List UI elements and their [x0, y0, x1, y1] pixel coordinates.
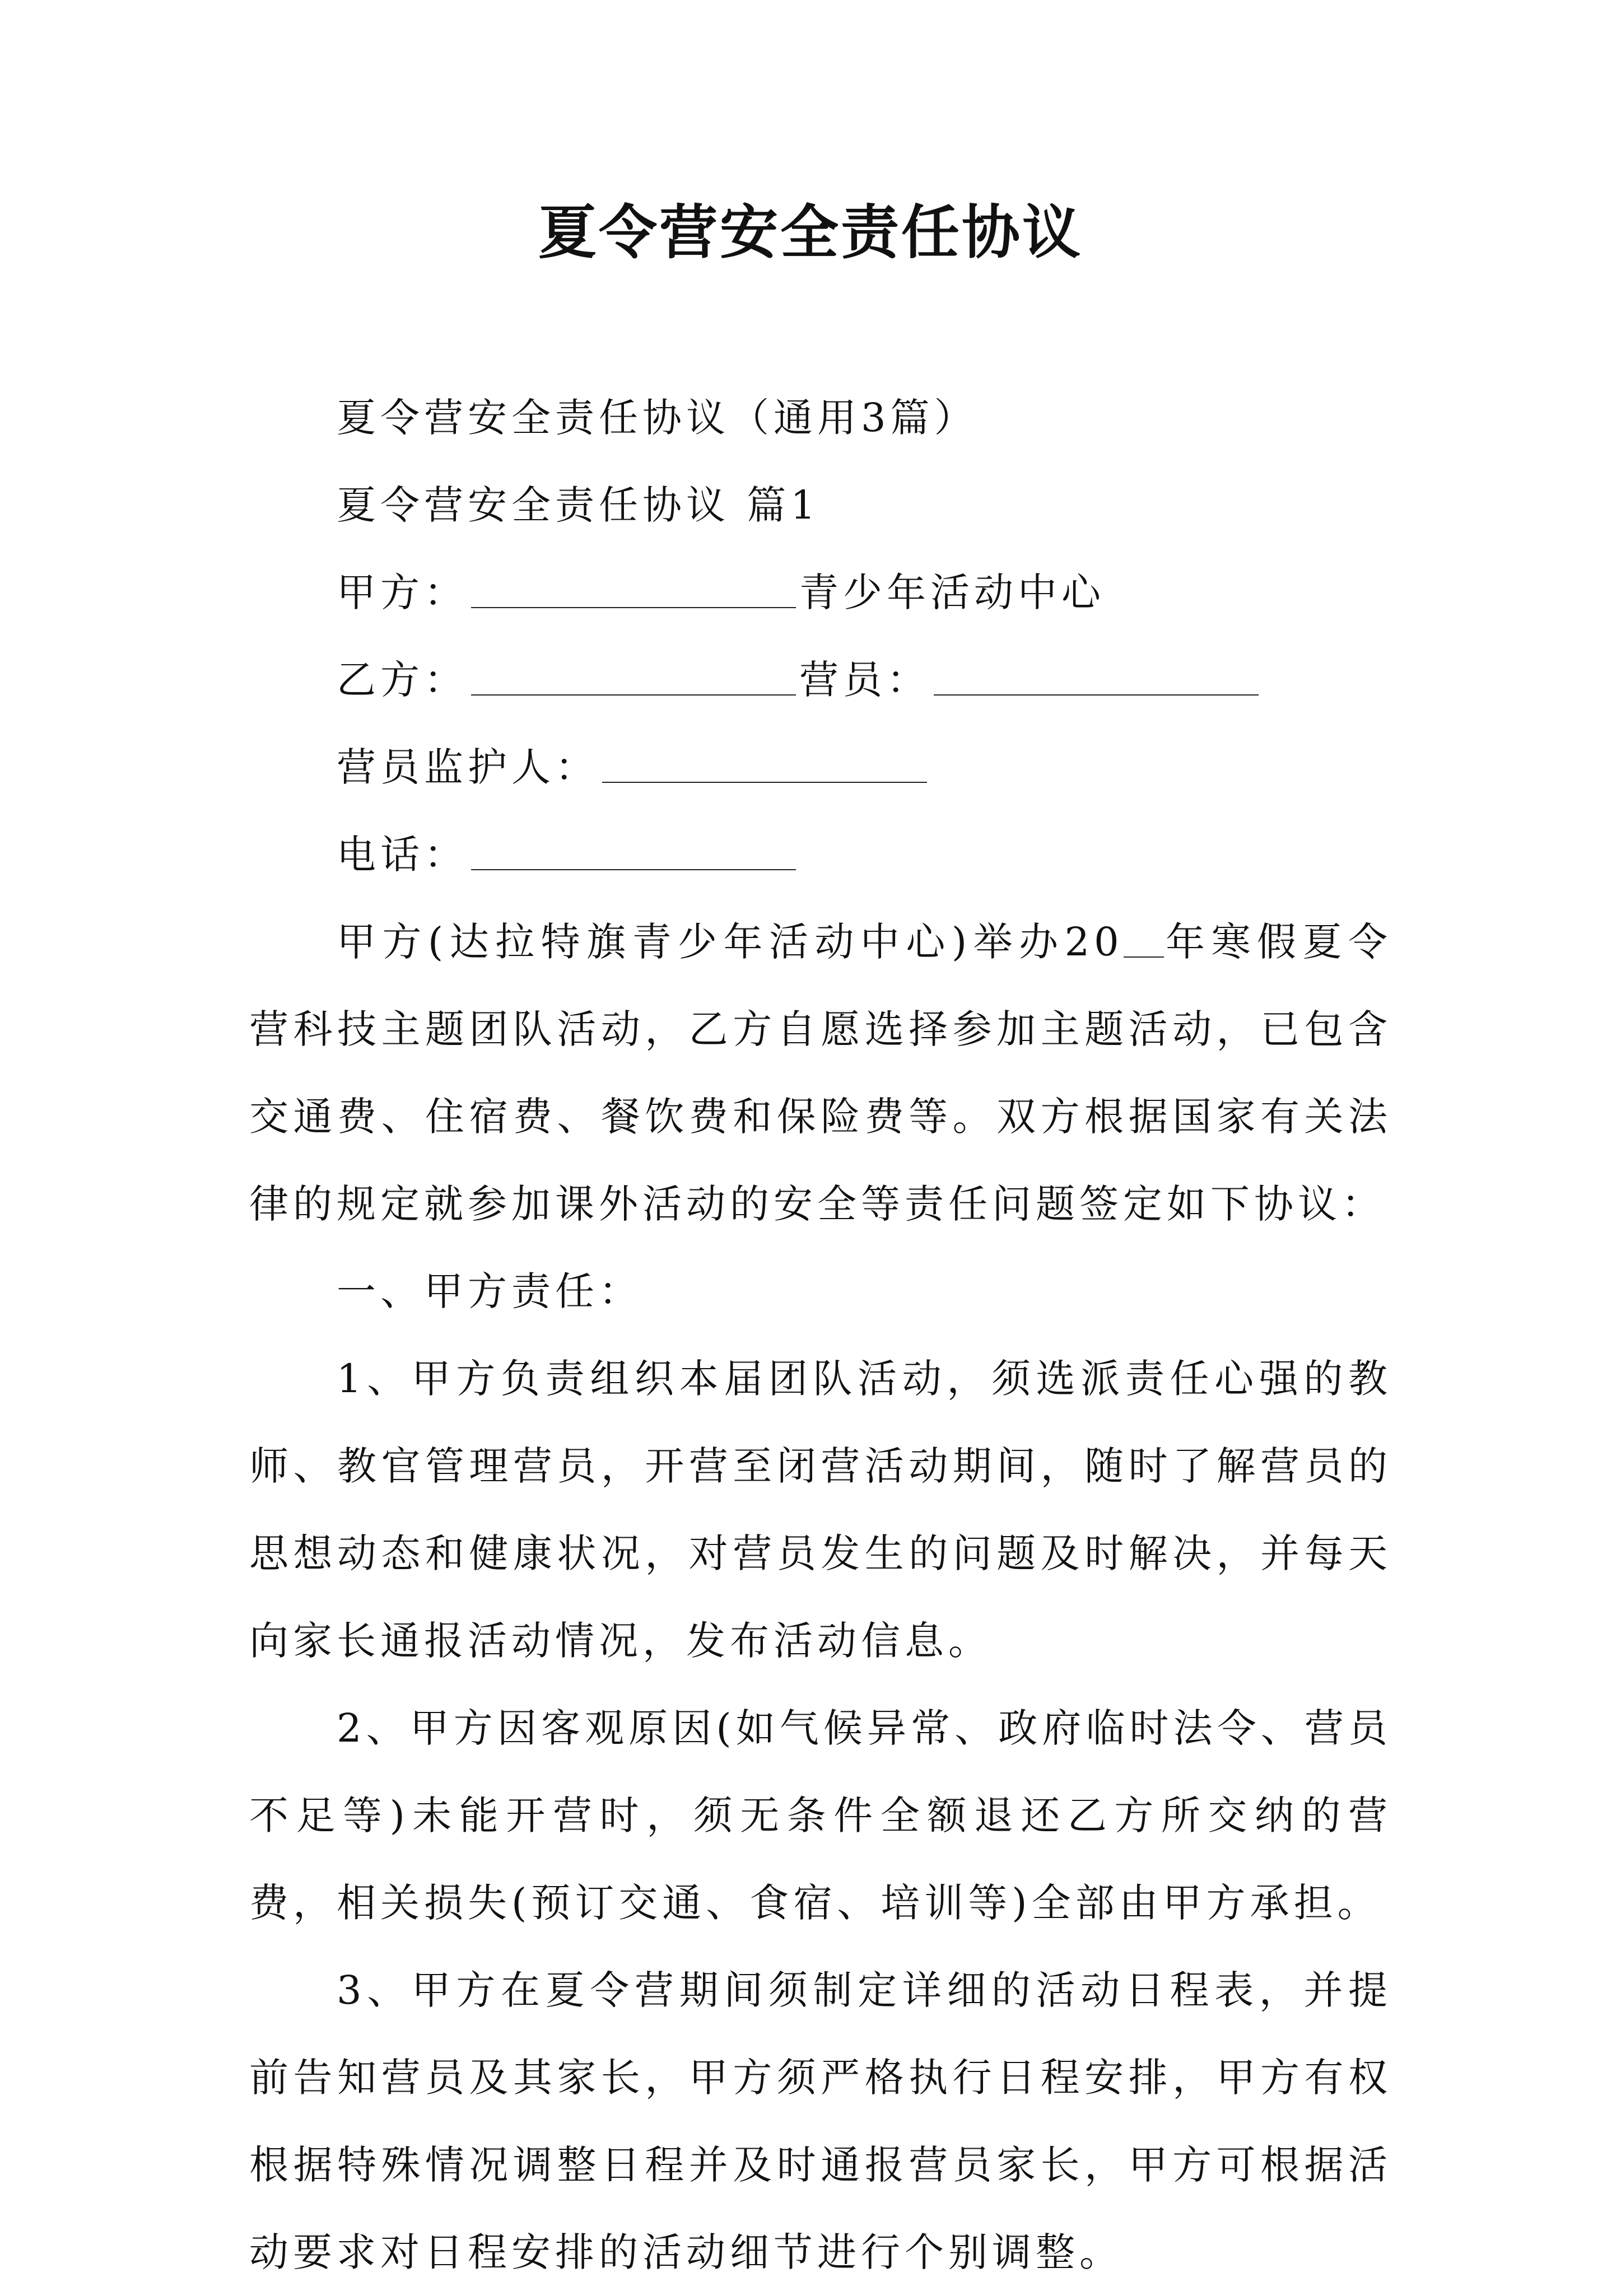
- clause-1-paragraph: 1、甲方负责组织本届团队活动，须选派责任心强的教师、教官管理营员，开营至闭营活动期间，随时了解营员的思想动态和健康状况，对营员发生的问题及时解决，并每天向家长通报活动情况，发布活动信息。: [249, 1356, 1392, 1664]
- phone-line: [249, 811, 1392, 898]
- camper-label: 营员：: [799, 657, 930, 703]
- clause-3-paragraph: 3、甲方在夏令营期间须制定详细的活动日程表，并提前告知营员及其家长，甲方须严格执行日程安排，甲方有权根据特殊情况调整日程并及时通报营员家长，甲方可根据活动要求对日程安排的活动细节进行个别调整。: [249, 1967, 1392, 2275]
- intro-text-part-1: 甲方(达拉特旗青少年活动中心)举办20: [337, 919, 1124, 965]
- guardian-label: 营员监护人：: [337, 744, 599, 790]
- subtitle-line: 夏令营安全责任协议（通用3篇）: [337, 395, 978, 441]
- guardian-blank: [602, 748, 927, 783]
- clause-heading-party-a: 一、甲方责任：: [337, 1268, 642, 1314]
- phone-label: 电话：: [337, 832, 468, 878]
- document-title: 夏令营安全责任协议: [538, 198, 1083, 267]
- party-a-label: 甲方：: [337, 570, 468, 615]
- camper-blank: [934, 661, 1259, 696]
- intro-paragraph: [249, 898, 1392, 1248]
- intro-text-part-2: 年寒假夏令营科技主题团队活动，乙方自愿选择参加主题活动，已包含交通费、住宿费、餐饮费和保险费等。双方根据国家有关法律的规定就参加课外活动的安全等责任问题签定如下协议：: [249, 919, 1392, 1227]
- year-blank: [1124, 923, 1164, 958]
- clause-2-paragraph: 2、甲方因客观原因(如气候异常、政府临时法令、营员不足等)未能开营时，须无条件全额退还乙方所交纳的营费，相关损失(预订交通、食宿、培训等)全部由甲方承担。: [249, 1705, 1392, 1926]
- phone-blank: [471, 836, 796, 870]
- section-heading: 夏令营安全责任协议 篇1: [337, 482, 820, 528]
- party-a-line: [249, 549, 1392, 636]
- party-b-blank: [471, 661, 796, 696]
- party-a-suffix: 青少年活动中心: [799, 570, 1105, 615]
- document-body: [249, 374, 1392, 2296]
- party-b-line: [249, 636, 1392, 724]
- party-b-label: 乙方：: [337, 657, 468, 703]
- guardian-line: [249, 724, 1392, 811]
- party-a-blank: [471, 573, 796, 608]
